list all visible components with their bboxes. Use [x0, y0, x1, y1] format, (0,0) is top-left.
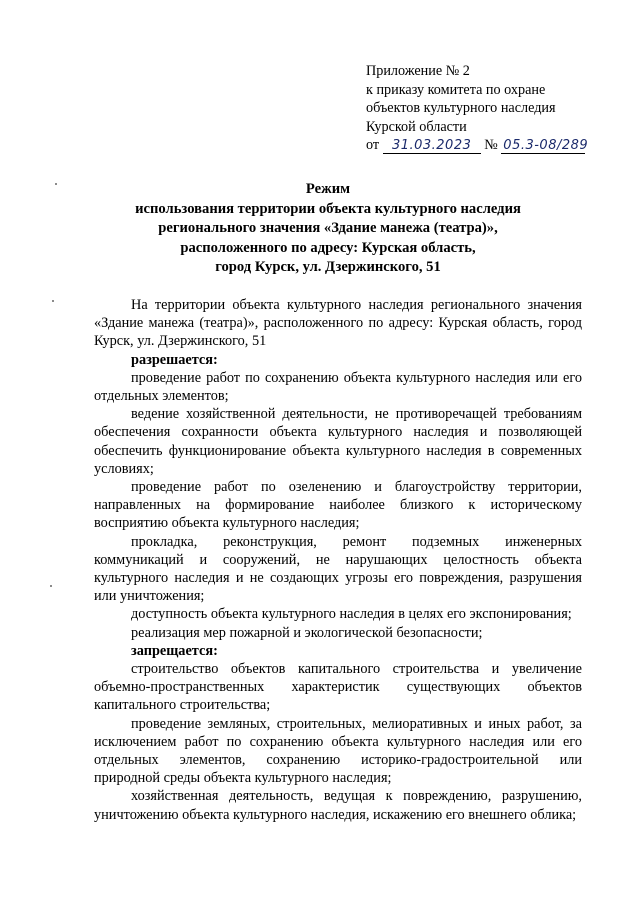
order-number-field [501, 138, 589, 154]
title-line: расположенного по адресу: Курская область, [180, 239, 476, 256]
scan-speck [55, 183, 57, 185]
appendix-date-number-line [366, 136, 616, 155]
scan-speck [50, 585, 52, 587]
from-label: от [366, 137, 380, 153]
title-line: город Курск, ул. Дзержинского, 51 [215, 259, 441, 275]
allowed-item: проведение работ по сохранению объекта культурного наследия или его отдельных элементов; [94, 369, 582, 405]
order-number: 05.3-08/289 [503, 138, 589, 153]
document-title [90, 180, 566, 278]
allowed-item: проведение работ по озеленению и благоустройству территории, направленных на формирование наиболее близкого к историческому восприятию объекта культурного наследия; [94, 479, 582, 532]
title-line: использования территории объекта культурного наследия [135, 200, 521, 217]
allowed-item: доступность объекта культурного наследия в целях его экспонирования; [131, 606, 572, 623]
forbidden-item: строительство объектов капитального строительства и увеличение объемно-пространственных характеристик существующих объектов капитального строительства; [94, 661, 582, 714]
allowed-item: прокладка, реконструкция, ремонт подземных инженерных коммуникаций и сооружений, не нарушающих целостность объекта культурного наследия и не создающих угрозы его повреждения, разрушения или уничтожения; [94, 533, 582, 605]
appendix-block [366, 62, 616, 155]
forbidden-item: проведение земляных, строительных, мелиоративных и иных работ, за исключением работ по сохранению объекта культурного наследия или его отдельных элементов, сохранению историко-градостроительной или природной среды объекта культурного наследия; [94, 715, 582, 787]
scan-speck [52, 300, 54, 302]
order-date-field [383, 138, 481, 154]
appendix-order-line: к приказу комитета по охране [366, 81, 546, 98]
order-date: 31.03.2023 [391, 138, 472, 153]
title-line: Режим [305, 181, 351, 197]
forbidden-heading: запрещается: [131, 642, 218, 659]
title-line: регионального значения «Здание манежа (театра)», [158, 220, 498, 236]
appendix-region-line: Курской области [366, 118, 467, 135]
forbidden-item: хозяйственная деятельность, ведущая к повреждению, разрушению, уничтожению объекта культурного наследия, искажению его внешнего облика; [94, 788, 582, 823]
allowed-item: реализация мер пожарной и экологической безопасности; [131, 624, 483, 641]
allowed-item: ведение хозяйственной деятельности, не противоречащей требованиям обеспечения сохранности объекта культурного наследия и позволяющей обеспечить функционирование объекта культурного наследия в современных условиях; [94, 406, 582, 477]
appendix-committee-line: объектов культурного наследия [366, 100, 556, 116]
document-body [94, 296, 582, 824]
number-label: № [484, 137, 498, 153]
allowed-heading: разрешается: [131, 351, 218, 368]
appendix-number: Приложение № 2 [366, 63, 470, 79]
intro-paragraph: На территории объекта культурного наследия регионального значения «Здание манежа (театра)», расположенного по адресу: Курская область, город Курск, ул. Дзержинского, 51 [94, 297, 582, 350]
